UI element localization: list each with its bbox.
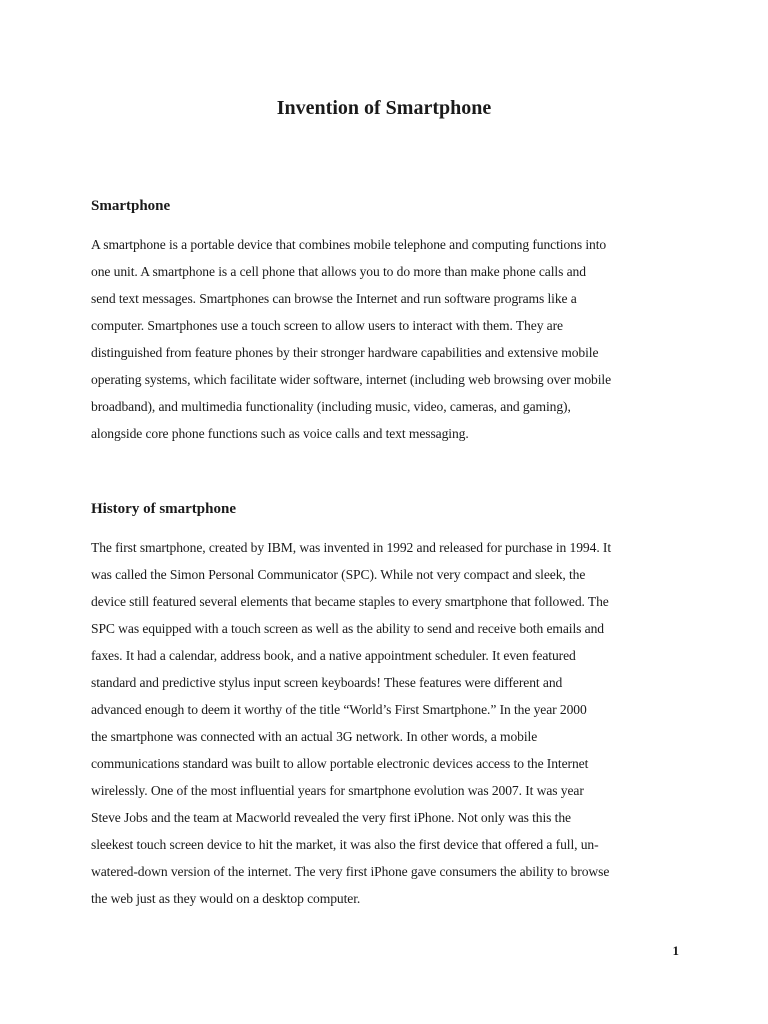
text-line: was called the Simon Personal Communicator (SPC). While not very compact and sleek, the <box>91 567 586 582</box>
text-line: faxes. It had a calendar, address book, and a native appointment scheduler. It even featured <box>91 648 576 663</box>
text-line: distinguished from feature phones by their stronger hardware capabilities and extensive mobile <box>91 345 599 360</box>
text-line: advanced enough to deem it worthy of the title “World’s First Smartphone.” In the year 2000 <box>91 702 587 717</box>
section-heading-history: History of smartphone <box>91 501 236 517</box>
text-line: SPC was equipped with a touch screen as well as the ability to send and receive both emails and <box>91 621 604 636</box>
paragraph-smartphone <box>91 231 691 447</box>
text-line: the web just as they would on a desktop computer. <box>91 891 361 906</box>
text-line: the smartphone was connected with an actual 3G network. In other words, a mobile <box>91 729 538 744</box>
text-line: one unit. A smartphone is a cell phone that allows you to do more than make phone calls and <box>91 264 586 279</box>
text-line: The first smartphone, created by IBM, was invented in 1992 and released for purchase in 1994. It <box>91 540 612 555</box>
text-line: broadband), and multimedia functionality (including music, video, cameras, and gaming), <box>91 399 571 414</box>
paragraph-history <box>91 534 691 912</box>
page-number: 1 <box>672 943 679 958</box>
text-line: communications standard was built to allow portable electronic devices access to the Internet <box>91 756 589 771</box>
document-title: Invention of Smartphone <box>276 97 492 119</box>
text-line: device still featured several elements that became staples to every smartphone that followed. The <box>91 594 609 609</box>
text-line: watered-down version of the internet. The very first iPhone gave consumers the ability to browse <box>91 864 610 879</box>
text-line: computer. Smartphones use a touch screen to allow users to interact with them. They are <box>91 318 563 333</box>
text-line: wirelessly. One of the most influential years for smartphone evolution was 2007. It was year <box>91 783 584 798</box>
text-line: sleekest touch screen device to hit the market, it was also the first device that offered a full, un- <box>91 837 599 852</box>
text-line: Steve Jobs and the team at Macworld revealed the very first iPhone. Not only was this the <box>91 810 571 825</box>
text-line: A smartphone is a portable device that combines mobile telephone and computing functions into <box>91 237 607 252</box>
text-line: send text messages. Smartphones can browse the Internet and run software programs like a <box>91 291 577 306</box>
section-heading-smartphone: Smartphone <box>91 198 171 214</box>
text-line: operating systems, which facilitate wider software, internet (including web browsing over mobile <box>91 372 612 387</box>
text-line: standard and predictive stylus input screen keyboards! These features were different and <box>91 675 563 690</box>
text-line: alongside core phone functions such as voice calls and text messaging. <box>91 426 469 441</box>
